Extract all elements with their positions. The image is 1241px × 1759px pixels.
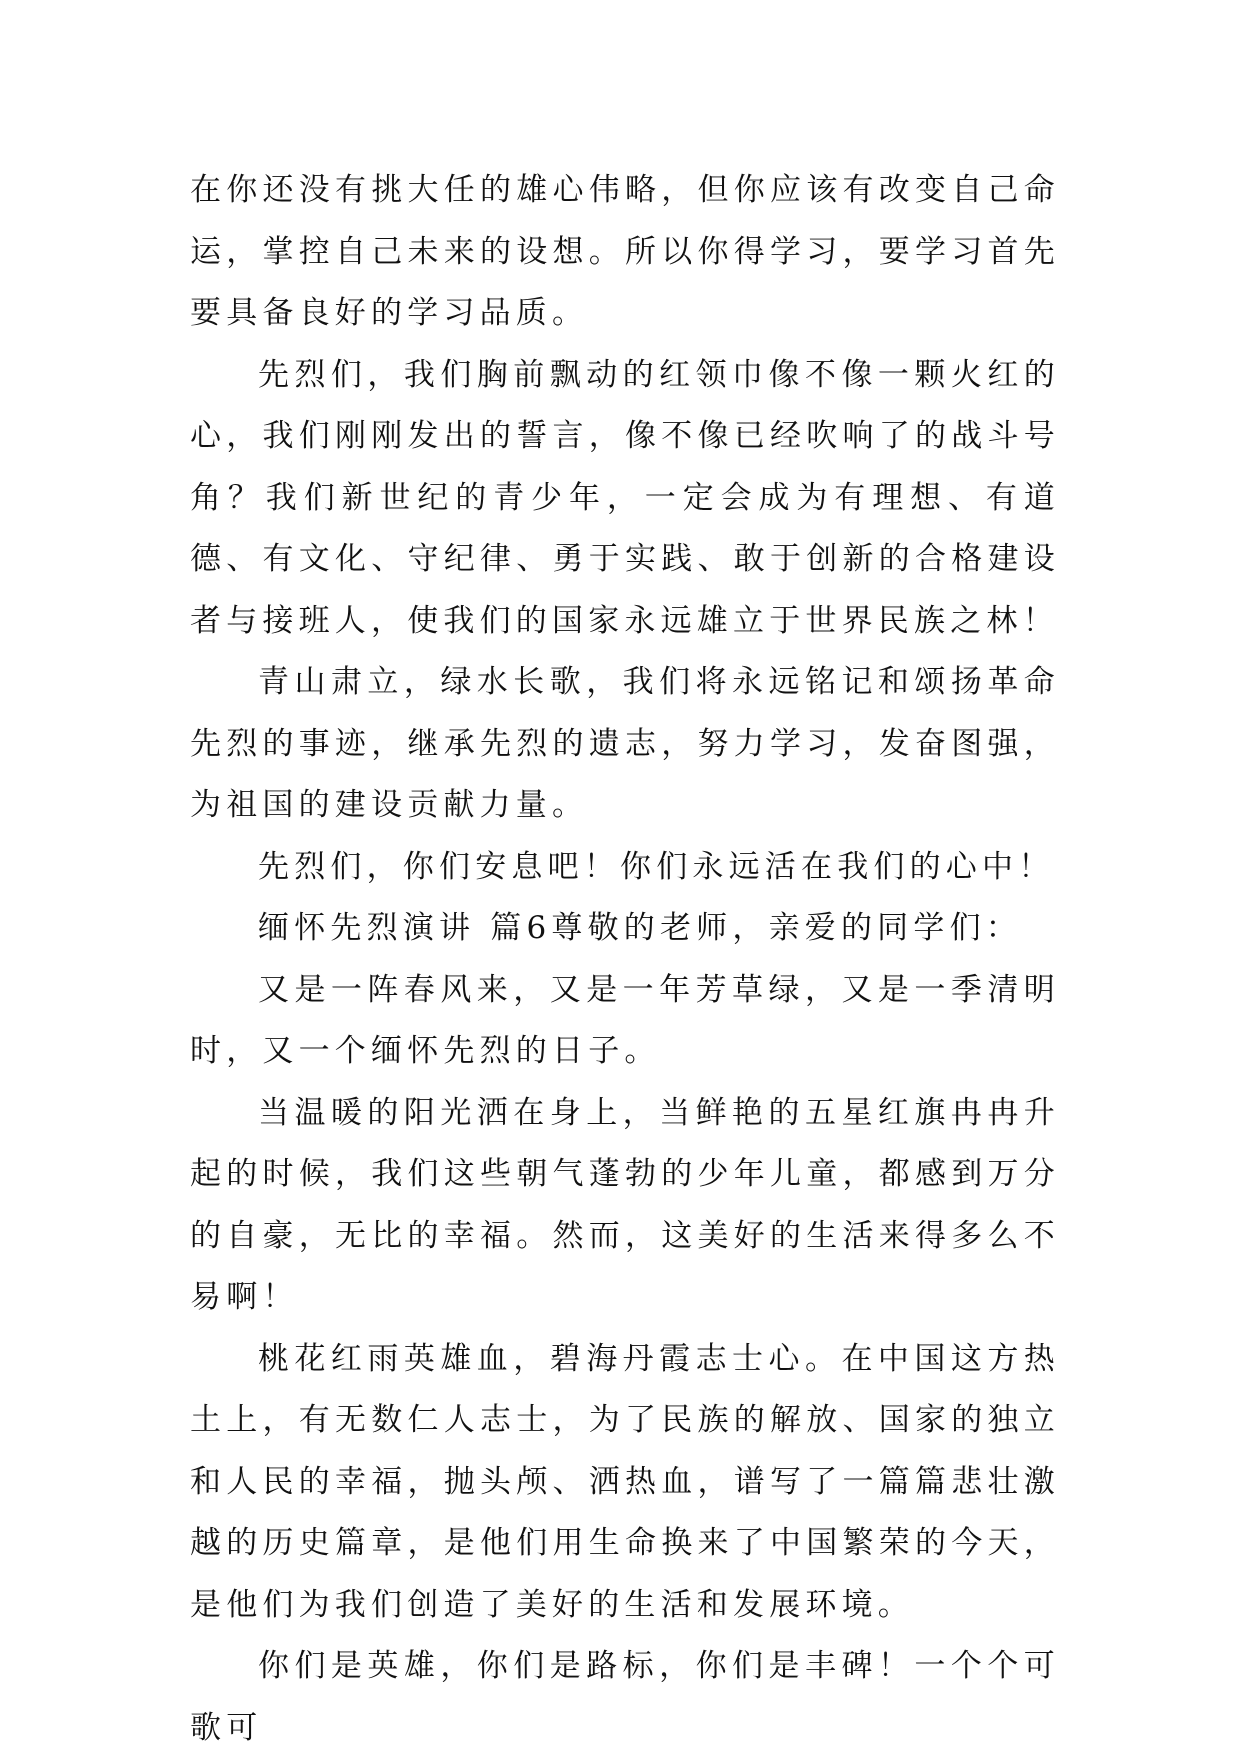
paragraph: 桃花红雨英雄血，碧海丹霞志士心。在中国这方热土上，有无数仁人志士，为了民族的解放、国家的独立和人民的幸福，抛头颅、洒热血，谱写了一篇篇悲壮激越的历史篇章，是他们用生命换来了中国繁荣的今天，是他们为我们创造了美好的生活和发展环境。 xyxy=(190,1340,1060,1623)
paragraph: 先烈们，你们安息吧！你们永远活在我们的心中！ xyxy=(258,848,1055,885)
paragraph: 又是一阵春风来，又是一年芳草绿，又是一季清明时，又一个缅怀先烈的日子。 xyxy=(190,971,1060,1069)
paragraph: 你们是英雄，你们是路标，你们是丰碑！一个个可歌可 xyxy=(190,1648,1060,1746)
paragraph: 青山肃立，绿水长歌，我们将永远铭记和颂扬革命先烈的事迹，继承先烈的遗志，努力学习，发奋图强，为祖国的建设贡献力量。 xyxy=(190,664,1060,823)
document-body xyxy=(190,160,1060,1759)
paragraph: 当温暖的阳光洒在身上，当鲜艳的五星红旗冉冉升起的时候，我们这些朝气蓬勃的少年儿童，都感到万分的自豪，无比的幸福。然而，这美好的生活来得多么不易啊！ xyxy=(190,1094,1060,1315)
paragraph: 先烈们，我们胸前飘动的红领巾像不像一颗火红的心，我们刚刚发出的誓言，像不像已经吹响了的战斗号角？我们新世纪的青少年，一定会成为有理想、有道德、有文化、守纪律、勇于实践、敢于创新的合格建设者与接班人，使我们的国家永远雄立于世界民族之林！ xyxy=(190,356,1060,639)
paragraph: 在你还没有挑大任的雄心伟略，但你应该有改变自己命运，掌控自己未来的设想。所以你得学习，要学习首先要具备良好的学习品质。 xyxy=(190,172,1060,331)
section-heading-paragraph: 缅怀先烈演讲 篇6尊敬的老师，亲爱的同学们： xyxy=(258,910,1022,946)
